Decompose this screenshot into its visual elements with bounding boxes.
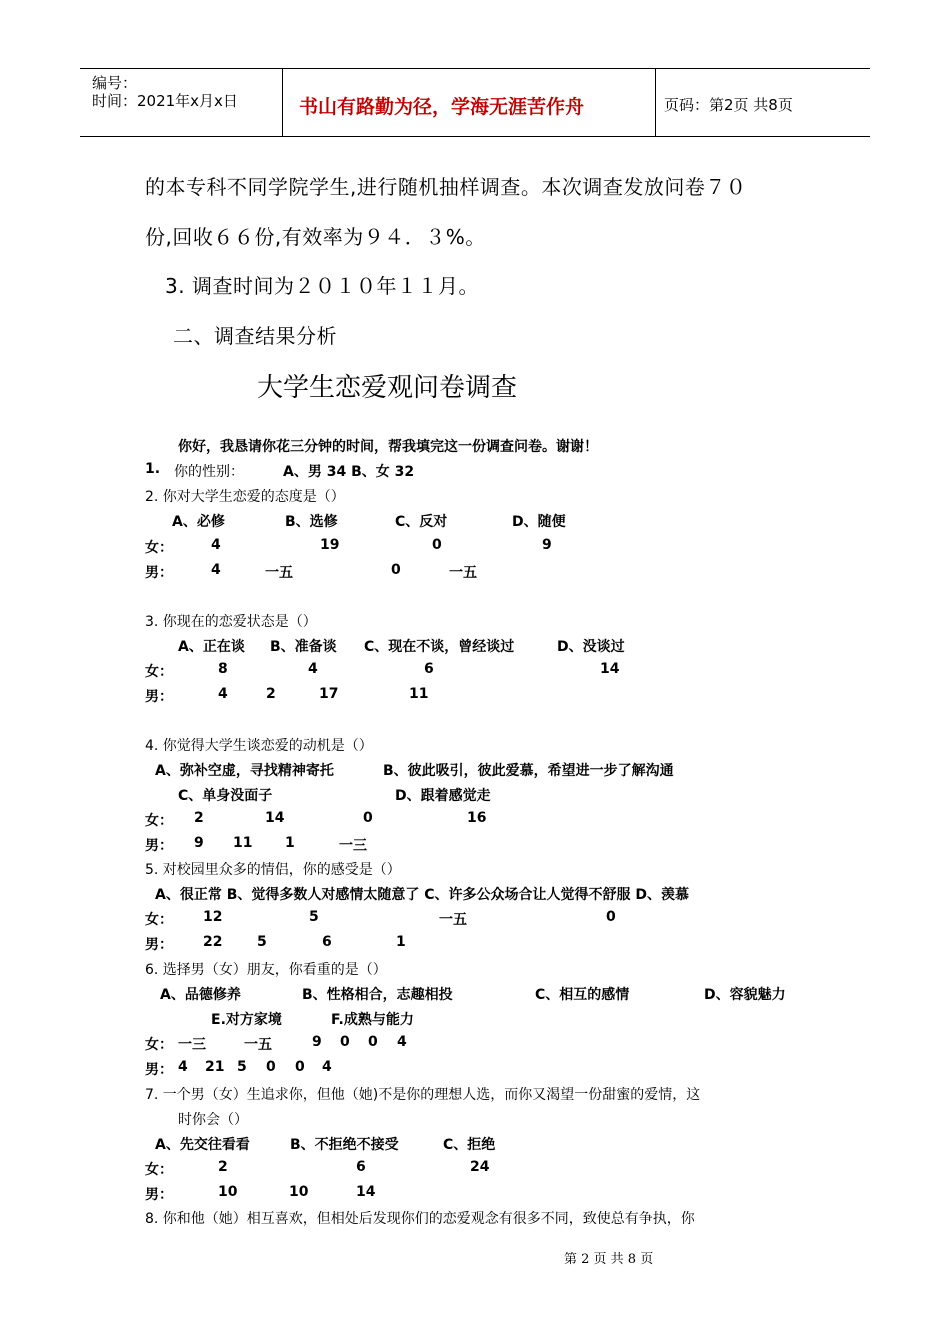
q6-option-e: E.对方家境 [211,1012,282,1028]
q2-option-b: B、选修 [285,514,338,530]
q4-female-b: 14 [265,810,285,826]
q2-female-a: 4 [211,537,221,553]
q7-female-c: 24 [470,1159,490,1175]
q6-male-d: 0 [266,1059,276,1075]
q8-text: 8. 你和他（她）相互喜欢，但相处后发现你们的恋爱观念有很多不同，致使总有争执，你 [145,1211,695,1227]
q6-text: 6. 选择男（女）朋友，你看重的是（） [145,962,387,978]
q7-male-c: 14 [356,1184,376,1200]
header-time-label: 时间：2021年x月x日 [92,92,238,110]
q3-male-a: 4 [218,686,228,702]
intro-line-3: 3. 调查时间为２０１０年１１月。 [165,274,479,298]
header-motto: 书山有路勤为径，学海无涯苦作舟 [299,96,585,118]
q2-male-c: 0 [391,562,401,578]
q2-option-d: D、随便 [512,514,566,530]
q4-option-a: A、弥补空虚，寻找精神寄托 [155,763,334,779]
q3-female-label: 女： [145,664,173,680]
q5-male-a: 22 [203,934,223,950]
q6-female-e: 0 [368,1034,378,1050]
q7-female-a: 2 [218,1159,228,1175]
q3-option-c: C、现在不谈，曾经谈过 [364,639,515,655]
section-heading: 二、调查结果分析 [173,324,337,348]
q6-male-label: 男： [145,1062,173,1078]
q4-option-b: B、彼此吸引，彼此爱慕，希望进一步了解沟通 [383,763,674,779]
q2-text: 2. 你对大学生恋爱的态度是（） [145,489,345,505]
q7-text-line-2: 时你会（） [178,1112,248,1128]
page-footer: 第 2 页 共 8 页 [564,1252,654,1267]
q1-text: 你的性别： [174,464,244,480]
q6-female-f: 4 [397,1034,407,1050]
q6-option-f: F.成熟与能力 [331,1012,414,1028]
header-bottom-rule [80,136,870,137]
q6-option-c: C、相互的感情 [535,987,630,1003]
q6-female-a: 一三 [178,1037,206,1053]
q2-female-b: 19 [320,537,340,553]
q5-female-a: 12 [203,909,223,925]
q2-option-a: A、必修 [172,514,225,530]
q4-male-label: 男： [145,838,173,854]
q2-male-label: 男： [145,565,173,581]
q4-option-c: C、单身没面子 [178,788,273,804]
q5-female-label: 女： [145,912,173,928]
q2-male-b: 一五 [265,565,293,581]
q5-female-b: 5 [309,909,319,925]
q4-female-c: 0 [363,810,373,826]
header-divider-right [655,68,656,136]
q6-female-c: 9 [312,1034,322,1050]
q7-male-label: 男： [145,1187,173,1203]
header-number-label: 编号： [92,74,138,92]
q5-text: 5. 对校园里众多的情侣，你的感受是（） [145,862,401,878]
q3-option-b: B、准备谈 [270,639,337,655]
q3-female-c: 6 [424,661,434,677]
q2-female-d: 9 [542,537,552,553]
header-divider-left [282,68,283,136]
q5-male-d: 1 [396,934,406,950]
q4-male-a: 9 [194,835,204,851]
q5-options: A、很正常 B、觉得多数人对感情太随意了 C、许多公众场合让人觉得不舒服 D、羡慕 [155,887,690,903]
q5-female-d: 0 [606,909,616,925]
q7-option-a: A、先交往看看 [155,1137,250,1153]
q2-female-c: 0 [432,537,442,553]
q4-male-c: 1 [285,835,295,851]
q2-female-label: 女： [145,540,173,556]
q4-female-d: 16 [467,810,487,826]
q6-female-b: 一五 [244,1037,272,1053]
q4-text: 4. 你觉得大学生谈恋爱的动机是（） [145,738,373,754]
q6-male-b: 21 [205,1059,225,1075]
q3-male-label: 男： [145,689,173,705]
q5-female-c: 一五 [439,912,467,928]
survey-greeting: 你好，我恳请你花三分钟的时间，帮我填完这一份调查问卷。谢谢！ [178,439,598,455]
q6-option-b: B、性格相合，志趣相投 [302,987,453,1003]
q5-male-label: 男： [145,937,173,953]
q2-option-c: C、反对 [395,514,448,530]
q3-female-d: 14 [600,661,620,677]
q7-text-line-1: 7. 一个男（女）生追求你，但他（她)不是你的理想人选，而你又渴望一份甜蜜的爱情，这 [145,1087,701,1103]
q6-option-a: A、品德修养 [160,987,241,1003]
q6-male-c: 5 [237,1059,247,1075]
header-page-label: 页码：第2页 共8页 [664,96,793,114]
q7-male-a: 10 [218,1184,238,1200]
q3-male-b: 2 [266,686,276,702]
q6-female-label: 女： [145,1037,173,1053]
intro-line-1: 的本专科不同学院学生,进行随机抽样调查。本次调查发放问卷７０ [145,175,747,199]
q1-answers: A、男 34 B、女 32 [283,464,415,480]
q4-option-d: D、跟着感觉走 [395,788,491,804]
q3-female-a: 8 [218,661,228,677]
q3-female-b: 4 [308,661,318,677]
intro-line-2: 份,回收６６份,有效率为９４．３%。 [145,225,486,249]
q3-option-a: A、正在谈 [178,639,245,655]
q6-option-d: D、容貌魅力 [704,987,786,1003]
q7-option-b: B、不拒绝不接受 [290,1137,399,1153]
header-top-rule [80,68,870,69]
survey-title: 大学生恋爱观问卷调查 [257,373,518,403]
q2-male-d: 一五 [449,565,477,581]
q5-male-c: 6 [322,934,332,950]
q7-female-label: 女： [145,1162,173,1178]
q4-female-label: 女： [145,813,173,829]
q6-male-a: 4 [178,1059,188,1075]
q1-number: 1. [145,461,161,477]
q2-male-a: 4 [211,562,221,578]
q6-female-d: 0 [340,1034,350,1050]
q3-male-d: 11 [409,686,429,702]
q7-male-b: 10 [289,1184,309,1200]
q4-female-a: 2 [194,810,204,826]
q6-male-e: 0 [295,1059,305,1075]
q4-male-b: 11 [233,835,253,851]
q3-male-c: 17 [319,686,339,702]
q7-option-c: C、拒绝 [443,1137,496,1153]
q6-male-f: 4 [322,1059,332,1075]
q3-text: 3. 你现在的恋爱状态是（） [145,614,317,630]
q3-option-d: D、没谈过 [557,639,625,655]
q4-male-d: 一三 [339,838,367,854]
q7-female-b: 6 [356,1159,366,1175]
q5-male-b: 5 [257,934,267,950]
